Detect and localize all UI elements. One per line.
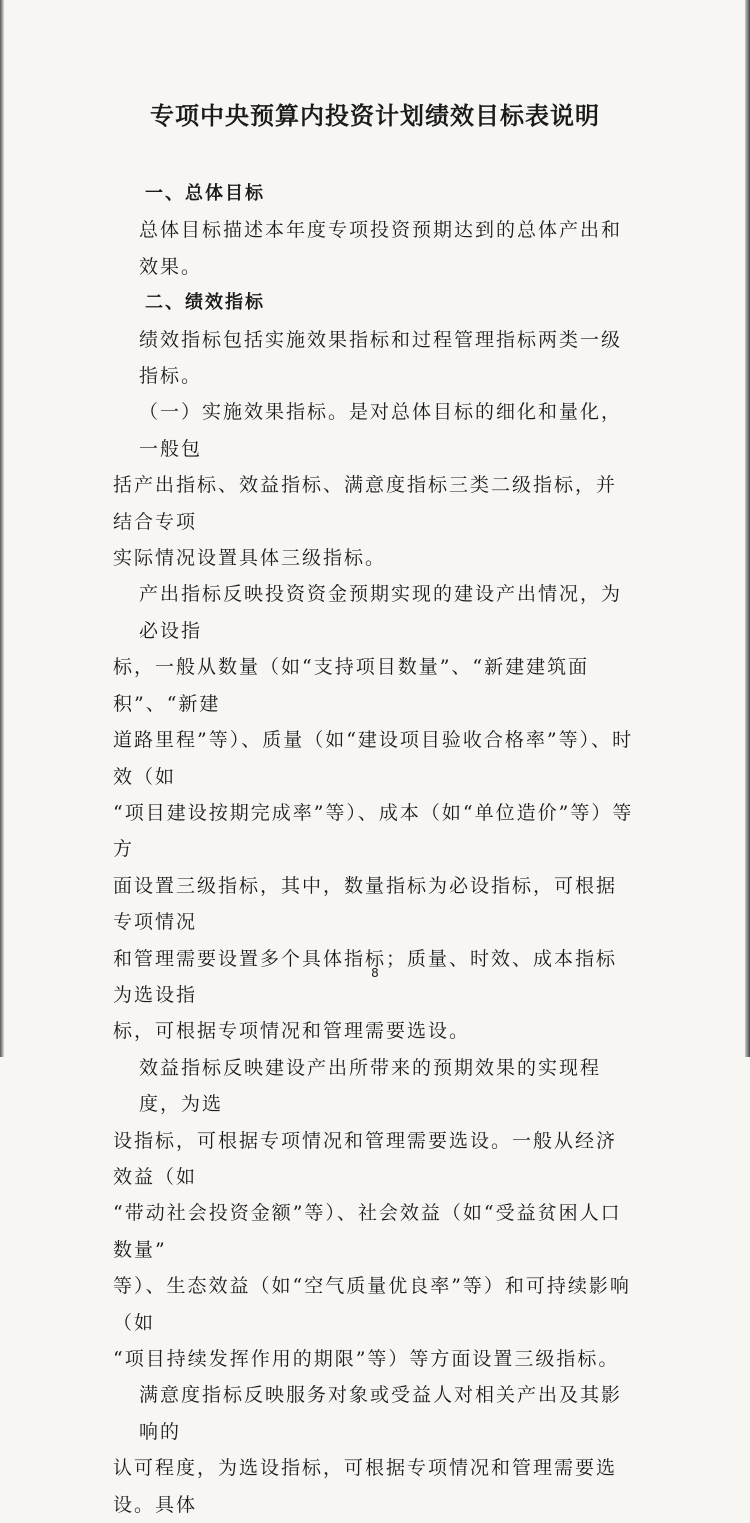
paragraph-satisfaction-indicators-line: 满意度指标反映服务对象或受益人对相关产出及其影响的	[139, 1384, 623, 1443]
paragraph-implementation-effect-line: 实际情况设置具体三级指标。	[113, 547, 387, 570]
paragraph-benefit-indicators-line: “项目持续发挥作用的期限”等）等方面设置三级指标。	[113, 1348, 620, 1370]
paragraph-implementation-effect-line: 括产出指标、效益指标、满意度指标三类二级指标，并结合专项	[113, 474, 618, 533]
paragraph-overall-goal-line: 总体目标描述本年度专项投资预期达到的总体产出和效果。	[139, 219, 623, 278]
paragraph-output-indicators-line: 标，可根据专项情况和管理需要选设。	[113, 1020, 471, 1043]
document-body	[113, 176, 637, 1523]
paragraph-satisfaction-indicators-line: 认可程度，为选设指标，可根据专项情况和管理需要选设。具体	[113, 1457, 618, 1516]
paragraph-output-indicators-line: 标，一般从数量（如“支持项目数量”、“新建建筑面积”、“新建	[113, 656, 590, 715]
paragraph-output-indicators-line: “项目建设按期完成率”等）、成本（如“单位造价”等）等方	[113, 801, 634, 861]
page-number: 8	[371, 966, 379, 980]
section-heading: 一、总体目标	[145, 183, 265, 204]
paragraph-benefit-indicators-line: 等）、生态效益（如“空气质量优良率”等）和可持续影响（如	[113, 1275, 631, 1334]
scan-edge-left	[0, 0, 4, 1057]
paragraph-output-indicators-line: 道路里程”等）、质量（如“建设项目验收合格率”等）、时效（如	[113, 729, 634, 788]
paragraph-benefit-indicators-line: 设指标，可根据专项情况和管理需要选设。一般从经济效益（如	[113, 1129, 618, 1188]
paragraph-output-indicators-line: 产出指标反映投资资金预期实现的建设产出情况，为必设指	[139, 583, 623, 642]
section-heading: 二、绩效指标	[145, 292, 265, 314]
paragraph-output-indicators-line: 面设置三级指标，其中，数量指标为必设指标，可根据专项情况	[113, 874, 618, 934]
paragraph-benefit-indicators-line: “带动社会投资金额”等）、社会效益（如“受益贫困人口数量”	[113, 1202, 622, 1261]
scan-edge-right	[745, 0, 750, 1057]
paragraph-indicators-line: 绩效指标包括实施效果指标和过程管理指标两类一级指标。	[139, 328, 623, 388]
paragraph-implementation-effect-line: （一）实施效果指标。是对总体目标的细化和量化，一般包	[139, 401, 623, 460]
paragraph-output-indicators-line: 和管理需要设置多个具体指标；质量、时效、成本指标为选设指	[113, 947, 618, 1006]
page-title: 专项中央预算内投资计划绩效目标表说明	[150, 101, 600, 130]
paragraph-benefit-indicators-line: 效益指标反映建设产出所带来的预期效果的实现程度，为选	[139, 1056, 602, 1116]
